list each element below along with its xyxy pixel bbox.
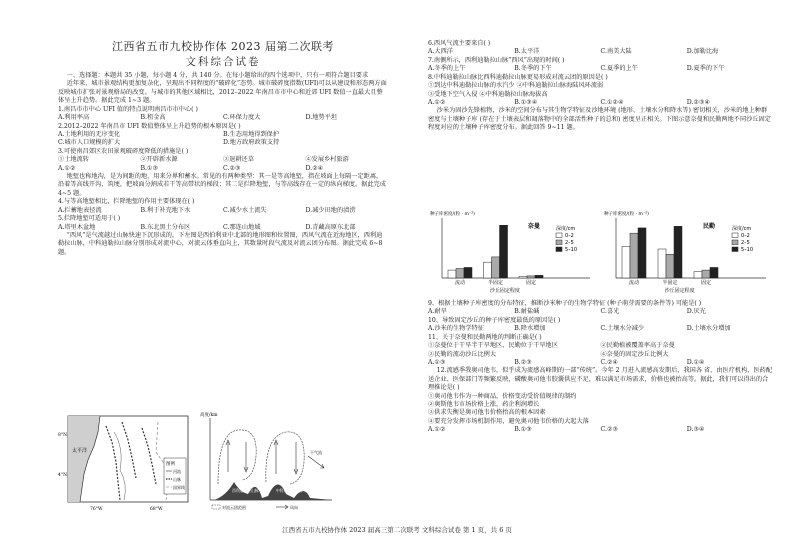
question-11: 11、关于奈曼和民勤两地的判断正确是( ) [428,333,542,341]
question-7-options [428,65,773,73]
chart-title: 民勤 [703,223,716,230]
bar-流动-5–10 [638,228,646,278]
x-tick-label: 流动 [628,280,640,286]
legend-swatch [556,233,562,238]
option: B.租金高 [140,114,166,122]
option: C.城市人口规模的扩大 [58,139,121,147]
option: C.夏季的上午 [600,65,638,73]
statement: ①奈曼位于干旱半干旱地区，民勤位于干旱地区 [428,342,558,350]
bar-半固定-2–5 [666,254,674,278]
section-ylabel: 高度/km [200,413,218,418]
option: B.东北黑土分布区 [140,223,191,231]
bar-流动-2–5 [456,269,464,278]
x-tick-label: 固定 [526,280,537,286]
statement: ①土地流转 [58,156,89,164]
option: B.降水增加 [514,325,546,333]
option: C.喜光 [600,308,620,316]
x-tick-label: 固定 [700,280,712,286]
option: D.地势平坦 [305,114,337,122]
section-wind-label: 风向 [290,505,298,510]
legend-label: 0–2 [741,233,750,239]
legend-swatch [732,240,738,245]
passage-1: 近年来，城市景观结构更加复杂化，呈现出不同程度的“破碎化”态势。城市破碎度指数(UFI)可以从建设和形态两方面反映城市扩张对景观格局的改变。与城市的其他区域相比，2012–2022 年南昌市市中心和近郊 UFI 数值一直最大且整体呈上升趋势。据此完成 1~3 题。 [58,80,387,105]
section-dry-air-label: 干气流 [310,450,322,455]
bar-固定-5–10 [710,267,718,278]
question-4: 4.与等高地堑相比，拦降地堑的作用主要体现在( ) [58,198,195,206]
x-tick-label: 半固定 [488,280,504,286]
option: A.耐旱 [428,308,447,316]
question-3-options [58,165,388,173]
chart-ylabel: 种子库密度/(粒 · m⁻²) [604,212,649,217]
question-10-options [428,325,773,333]
chart-title: 奈曼 [527,223,540,230]
option: A.土地利用的无序变化 [58,130,121,138]
statement: ③民勤的流动沙丘比例大 [428,350,497,358]
question-6-options [428,48,773,56]
question-12-passage: 12.流感季我奥司他韦，似乎成为流感高峰期的一部“传统”。今年 2 月进入流感高发期后，我国各 省、由医疗机构，医药配送企业、医保部门等频繁反映，磷酸奥司他韦胶囊供应不足，难以满足市场需求，价格也被抬高等。据此，我们可以得出的合理推论是( ) [428,367,773,392]
seed-bank-chart-minqin [602,208,774,298]
question-11-statements-1 [428,342,773,350]
option: D.②④ [305,164,324,172]
option: B.太平洋 [514,48,540,56]
bar-流动-5–10 [464,267,472,278]
cloud-legend-icon [212,505,220,509]
option: C.土壤水分减少 [600,325,645,333]
option: A.沙米的生物学特征 [428,325,484,333]
option: D.减少田地的渍涝 [305,206,356,214]
option: B.冬季的下午 [514,65,552,73]
question-2: 2.2012–2022 年南昌市 UFI 数值整体呈上升趋势的根本原因是( ) [58,122,241,130]
question-12-options [428,426,773,434]
option: A.①② [58,164,76,172]
option: B.②③ [514,358,532,366]
question-12-statement-4: ④要充分发挥市场机制作用，避免奥司他韦价格的大起大落 [428,417,589,425]
bar-半固定-0–2 [658,249,666,278]
option: D.①④ [686,358,705,366]
legend-title: 深度/cm [732,226,752,232]
option: B.①③ [140,164,159,172]
question-5-options [58,224,388,232]
question-8: 8.中科迪勒拉山脉比西科迪勒拉山脉更易形成对流云团的原因是( ) [428,73,608,81]
seed-bank-chart-naiman [428,208,598,298]
question-1-options [58,114,388,122]
map-sea-label: 太平洋 [72,448,88,454]
map-lon-right: 68°W [150,507,163,512]
page-footer: 江西省五市九校协作体 2023 届高三第二次联考 文科综合试卷 第 1 页，共 6 页 [282,526,512,534]
right-column-lower [428,300,773,435]
question-1: 1.南昌市市中心 UFI 值的特点说明南昌市市中心( ) [58,105,198,113]
option: D.青藏高原东北部 [305,223,356,231]
legend-swatch [732,247,738,252]
option: C.那连山地域 [223,223,261,231]
legend-title: 深度/cm [556,226,576,232]
section-caption: 对流云团范围 [222,505,246,510]
bar-流动-2–5 [630,233,638,278]
section-intro: 一、选择题：本题共 35 小题，每小题 4 分，共 140 分。在每小题给出的四个选项中，只有一项符合题目要求 [66,72,369,79]
option: A.①② [428,426,446,434]
option: C.②④ [600,358,619,366]
legend-label: 5–10 [741,247,754,253]
question-9: 9、根据土壤种子库密度的分布特征，推断沙米种子的生物学特征 (种子萌芽需要的条件等) 可能是( ) [428,300,702,307]
bar-半固定-5–10 [500,225,508,278]
option: A.拦蓄地表径流 [58,206,102,214]
map-lon-left: 76°W [90,507,103,512]
legend-label: 2–5 [741,240,750,246]
option: A.利用率高 [58,114,90,122]
bar-固定-0–2 [519,276,527,278]
question-3: 3.可使南昌郊区农田景观破碎度降低的措施是( ) [58,147,189,155]
legend-swatch [556,240,562,245]
terrain-map [58,412,193,514]
question-12-statement-1: ①奥司他韦作为一种商品，价格变动受价值规律的制约 [428,392,577,400]
chart-ylabel: 种子库密度/(粒 · m⁻²) [430,212,475,217]
option: C.②③ [600,426,619,434]
bar-流动-0–2 [622,246,630,278]
option: D.土壤水分增加 [686,325,731,333]
right-column [428,40,773,133]
statement: ②开辟新水源 [140,156,178,164]
bar-半固定-2–5 [492,257,500,278]
option: D.③④ [686,426,705,434]
statement: ③退耕还草 [223,156,254,164]
option: D.②③④ [686,98,711,106]
legend-label: 2–5 [565,240,574,246]
convection-section [198,412,336,514]
bar-半固定-5–10 [674,226,682,278]
statement: ④发展乡村旅游 [305,156,349,164]
question-2-options-2 [58,139,388,147]
statement: ②民勤植被覆盖率高于奈曼 [600,342,675,350]
option: C.环保力度大 [223,114,261,122]
statement: ④奈曼的固定沙丘比例大 [600,350,669,358]
option: D.加勒比海 [686,48,719,56]
question-4-options [58,207,388,215]
option: A.①② [428,98,446,106]
section-mid-mountain-label: 中科迪勒拉山脉 [276,488,303,493]
map-legend-title: 图例 [166,462,175,467]
map-legend-border: 国界线 [173,485,185,490]
passage-2: 地堑也称地沟，是为间距的地，用来分界和蓄水。常见的有两种类型：其一是等高地堑，指在坡面上每隔一定距离，沿着等高线开沟，筑埂，把坡面分割成若干等高带状的梯段；其二是拦降地堑，与等高线存在一定的纵向梯度。据此完成 4~5 题。 [58,173,386,197]
bar-固定-2–5 [702,270,710,278]
option: A.塔里木盆地 [58,223,96,231]
exam-subtitle: 文科综合试卷 [185,56,261,68]
question-8-statements-1: ①到达中科迪勒拉山脉的水汽少 ②中科迪勒拉山脉海陆风环流弱 [428,82,604,90]
option: C.减少水土流失 [223,206,267,214]
chart-xlabel: 沙丘固定程度 [664,288,695,294]
option: D.厌光 [686,308,706,316]
option: B.利于补充地下水 [140,206,191,214]
option: B.①③ [514,426,532,434]
map-legend-river: 河流 [173,469,181,474]
option: A.冬季的上午 [428,65,466,73]
chart-xlabel: 沙丘固定程度 [489,288,520,294]
x-tick-label: 流动 [454,280,466,286]
option: D.地方政府政策支持 [223,139,280,147]
legend-swatch [732,233,738,238]
passage-4: 沙米为固沙先锋植物，沙米的空间分布与其生物学特征及沙地环境 (地形、土壤水分和降水等) 密切相关，沙米的地上种群密度与土壤种子库 (存在于土壤表层和凋落物中的全部活性种子的总和) 密度呈正相关。下图示意奈曼和民勤两地不同沙丘固定程度对应的土壤种子库密度分布。据此回答 9~11 题。 [428,107,771,132]
x-tick-label: 半固定 [662,280,678,286]
question-8-statements-2: ③受地下空气入侵 ④中科迪勒拉山脉海拔高 [428,90,548,98]
option: C.②③ [223,164,241,172]
bar-固定-2–5 [527,276,535,278]
option: C.南美大陆 [600,48,632,56]
bar-固定-5–10 [535,275,543,278]
section-west-mountain-label: 西利迪勒拉山脉 [232,488,259,493]
option: A.①③ [428,358,446,366]
option: C.①②④ [600,98,624,106]
legend-swatch [556,247,562,252]
bar-流动-0–2 [448,270,456,278]
option: A.大西洋 [428,48,453,56]
option: B.生态用地得到保护 [223,130,280,138]
question-10: 10、导致固定沙丘的种子库密度最低的原因是( ) [428,316,561,324]
exam-title: 江西省五市九校协作体 2023 届第二次联考 [112,40,334,53]
option: B.耐盐碱 [514,308,540,316]
bar-固定-0–2 [694,272,702,278]
question-3-statements [58,156,388,164]
passage-3: “西风”是气流越过山脉快速下沉形成的。下左图是西伯利亚中北部的地形图和位置图，西风气流在近海地区，西利迪勒拉山脉，中科迪勒拉山脉分别形成对流中心，对流云体垂直向上，其数量时段气流及对流云团分布图。据此完成 6~8 题。 [58,232,383,256]
question-6: 6.西风气流主要来自( ) [428,40,491,47]
question-11-statements-2 [428,351,773,359]
question-9-options [428,308,773,316]
question-7: 7.南侧所示，西利迪勒拉山脉“西风”出现的时间( ) [428,56,565,64]
left-column [58,40,388,257]
map-legend-mountain: 山脉 [173,477,181,482]
legend-label: 0–2 [565,233,574,239]
map-lat-bottom: 4°N [58,473,68,478]
legend-label: 5–10 [565,247,578,253]
bar-半固定-0–2 [484,262,492,278]
map-lat-top: 8°N [58,433,68,438]
question-12-statement-2: ②奥斯他韦市场价格上涨，药企利润增长 [428,401,540,409]
option: B.①③④ [514,98,538,106]
question-12-statement-3: ③供求失衡是奥司他韦价格抬高的根本因素 [428,409,546,417]
question-5: 5.拦降地堑可适用于( ) [58,215,121,223]
option: D.夏季的下午 [686,65,725,73]
